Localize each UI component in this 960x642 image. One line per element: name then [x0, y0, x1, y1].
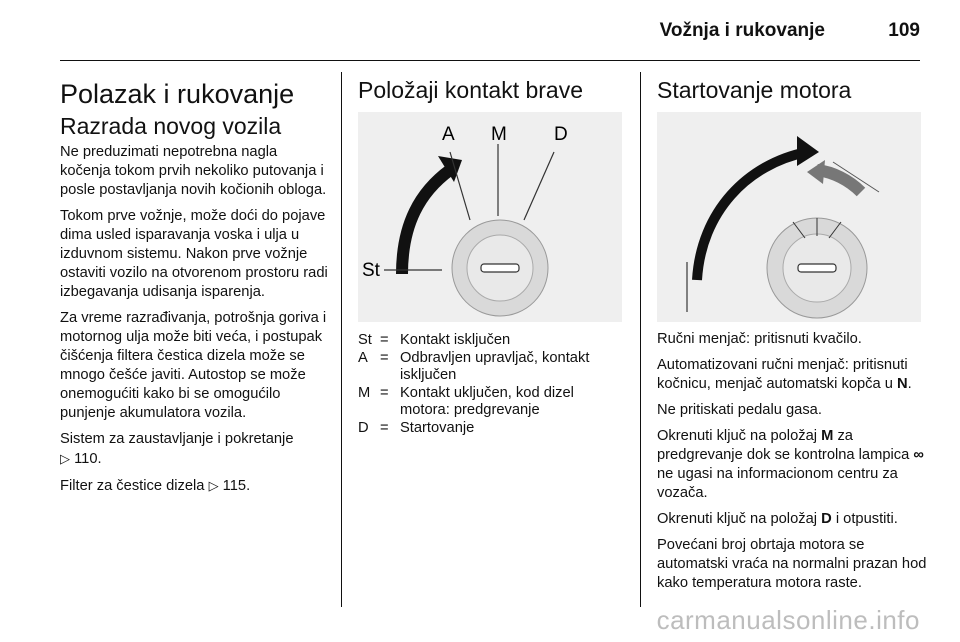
legend-text: Odbravljen upravljač, kontakt isključen: [400, 350, 590, 383]
paragraph-braking: Ne preduzimati nepotrebna nagla kočenja tokom prvih nekoliko putovanja i posle postavljanja novih kočionih obloga.: [60, 144, 327, 198]
legend-text: Kontakt uključen, kod dizel motora: predgrevanje: [400, 385, 574, 418]
ignition-positions-figure: [358, 112, 622, 322]
watermark: carmanualsonline.info: [656, 605, 920, 635]
legend-text: Startovanje: [400, 420, 475, 436]
dpf-ref[interactable]: 115.: [222, 478, 251, 494]
engine-start-figure: [657, 112, 921, 322]
paragraph-start: [657, 510, 927, 529]
preheat-text-a: Okrenuti ključ na položaj: [657, 428, 818, 444]
automated-text: Automatizovani ručni menjač: pritisnuti kočnicu, menjač automatski kopča u: [657, 357, 908, 392]
legend-row: [358, 350, 626, 385]
section-title: Vožnja i rukovanje: [659, 20, 825, 41]
legend-key: St: [358, 332, 372, 348]
chapter-heading: Polazak i rukovanje: [60, 79, 295, 109]
header-rule: [60, 60, 920, 61]
position-n: N: [897, 376, 908, 392]
position-d: D: [821, 511, 832, 527]
position-m: M: [821, 428, 834, 444]
paragraph-idle: Povećani broj obrtaja motora se automatski vraća na normalni prazan hod kako temperatura motora raste.: [657, 537, 927, 591]
page-number: 109: [888, 20, 920, 41]
column-right: [657, 72, 927, 600]
subheading-start-engine: Startovanje motora: [657, 77, 852, 103]
preheat-text-c: za predgrevanje dok se kontrolna lampica: [657, 428, 910, 463]
stop-start-ref[interactable]: 110.: [74, 451, 102, 467]
start-text-a: Okrenuti ključ na položaj: [657, 511, 818, 527]
column-middle: [358, 72, 626, 438]
legend-table: [358, 332, 626, 438]
legend-eq: =: [380, 350, 389, 366]
label-d: D: [554, 124, 568, 145]
legend-eq: =: [380, 420, 389, 436]
paragraph-consumption: Za vreme razrađivanja, potrošnja goriva i motornog ulja može biti veća, i postupak čišćenja filtera čestica dizela može se mnogo češće javiti. Autostop se može onemogućiti kako bi se omogućilo punjenje akumulatora vozila.: [60, 310, 327, 421]
paragraph-dpf: [60, 476, 328, 496]
legend-eq: =: [380, 385, 389, 401]
paragraph-no-gas: Ne pritiskati pedalu gasa.: [657, 402, 822, 418]
page-header: [60, 14, 920, 44]
label-st: St: [362, 260, 380, 281]
label-m: M: [491, 124, 507, 145]
ignition-key-icon: [767, 218, 867, 318]
legend-key: M: [358, 385, 371, 401]
legend-text: Kontakt isključen: [400, 332, 511, 348]
dpf-text: Filter za čestice dizela: [60, 478, 205, 494]
start-text-c: i otpustiti.: [835, 511, 898, 527]
column-divider-1: [341, 72, 342, 607]
paragraph-manual: Ručni menjač: pritisnuti kvačilo.: [657, 331, 862, 347]
label-a: A: [442, 124, 455, 145]
legend-row: [358, 332, 626, 350]
legend-eq: =: [380, 332, 389, 348]
subheading-ignition: Položaji kontakt brave: [358, 77, 584, 103]
ref-arrow-icon: ▷: [60, 451, 70, 466]
paragraph-automated: Automatizovani ručni menjač: pritisnuti kočnicu, menjač automatski kopča u N.: [657, 357, 912, 392]
paragraph-preheat: [657, 427, 927, 503]
column-left: [60, 72, 328, 503]
preheat-text-d: ne ugasi na informacionom centru za vozača.: [657, 466, 898, 501]
legend-row: [358, 385, 626, 420]
legend-row: [358, 420, 626, 438]
paragraph-stop-start: [60, 430, 328, 469]
legend-key: A: [358, 350, 368, 366]
legend-key: D: [358, 420, 369, 436]
stop-start-text: Sistem za zaustavljanje i pokretanje: [60, 431, 294, 447]
ignition-key-icon: [452, 220, 548, 316]
paragraph-smoke: Tokom prve vožnje, može doći do pojave dima usled isparavanja voska i ulja u izduvnom sistemu. Nakon prve vožnje ostaviti vozilo na otvorenom prostoru radi izbegavanja udisanja isparenja.: [60, 208, 328, 300]
column-divider-2: [640, 72, 641, 607]
ref-arrow-icon: ▷: [208, 478, 219, 493]
subheading-new-vehicle: Razrada novog vozila: [60, 113, 282, 139]
glow-plug-icon: ∞: [913, 447, 924, 463]
